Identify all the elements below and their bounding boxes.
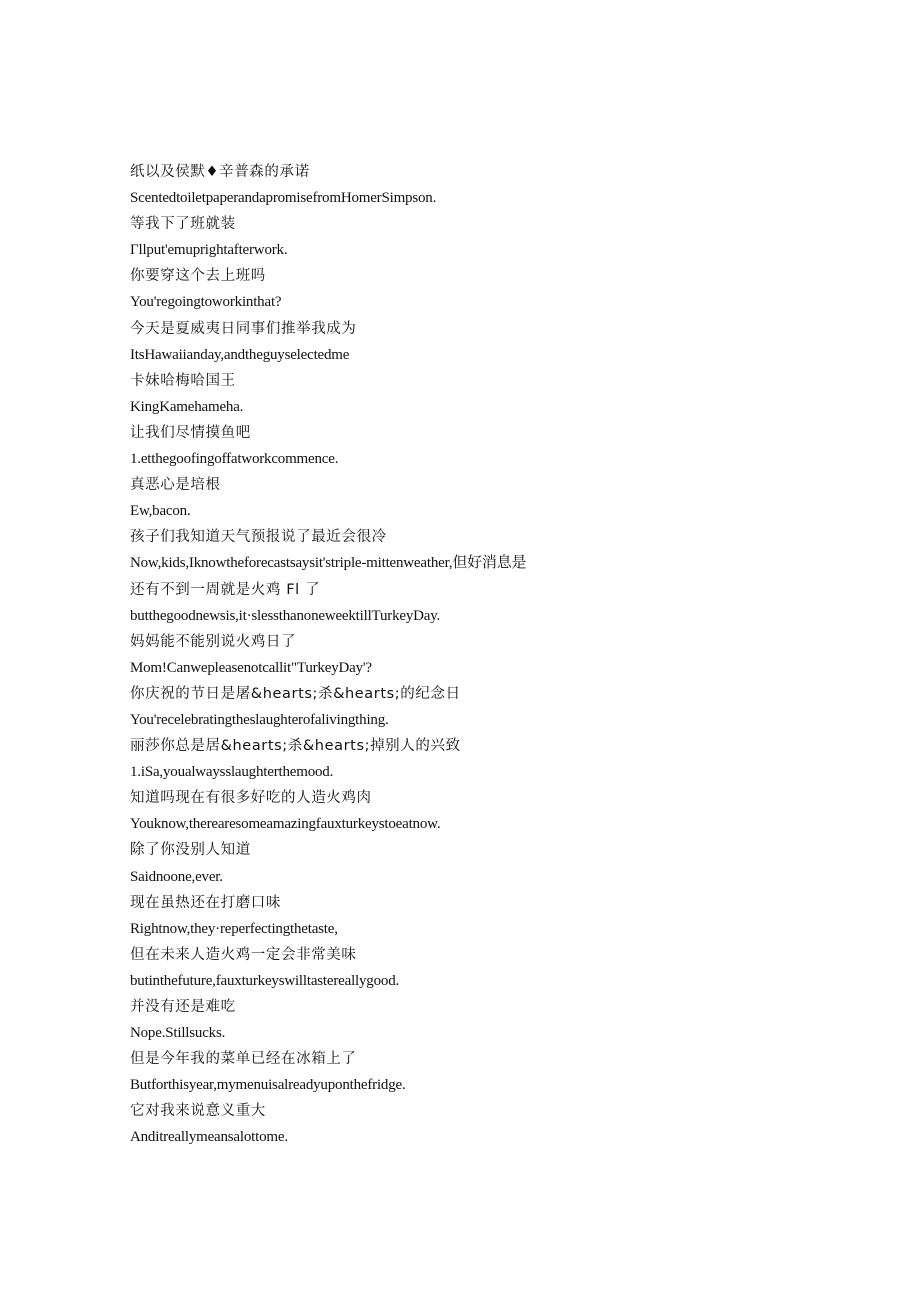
subtitle-line-chinese: 除了你没别人知道 xyxy=(130,842,251,859)
subtitle-line-english: Nope.Stillsucks. xyxy=(130,1025,226,1042)
subtitle-line-chinese: 它对我来说意义重大 xyxy=(130,1103,266,1120)
subtitle-line-english: butthegoodnewsis,it·slessthanoneweektillTurkeyDay. xyxy=(130,607,441,624)
subtitle-line-chinese: 真恶心是培根 xyxy=(130,477,221,494)
subtitle-line-chinese: 现在虽热还在打磨口味 xyxy=(130,894,281,911)
subtitle-line-english: Ew,bacon. xyxy=(130,503,191,520)
subtitle-line-english: You'recelebratingtheslaughterofalivingthing. xyxy=(130,711,389,728)
subtitle-line-english: Mom!Canwepleasenotcallit"TurkeyDay'? xyxy=(130,659,372,676)
subtitle-line-chinese: 让我们尽情摸鱼吧 xyxy=(130,424,251,441)
subtitle-line-chinese: 卡妹哈梅哈国王 xyxy=(130,372,236,389)
subtitle-line-chinese: 孩子们我知道天气预报说了最近会很冷 xyxy=(130,529,387,546)
subtitle-line-english: You'regoingtoworkinthat? xyxy=(130,294,282,311)
subtitle-line-english: Rightnow,they·reperfectingthetaste, xyxy=(130,920,338,937)
subtitle-line-chinese: 等我下了班就装 xyxy=(130,216,236,233)
subtitle-line-chinese: 你庆祝的节日是屠&hearts;杀&hearts;的纪念日 xyxy=(130,685,461,702)
subtitle-line-chinese: 丽莎你总是居&hearts;杀&hearts;掉别人的兴致 xyxy=(130,738,461,755)
subtitle-line-english: butinthefuture,fauxturkeyswilltastereallygood. xyxy=(130,972,400,989)
subtitle-line-english: ItsHawaiianday,andtheguyselectedme xyxy=(130,346,350,363)
subtitle-line-english: Γllput'emuprightafterwork. xyxy=(130,242,288,259)
subtitle-line-english: Youknow,therearesomeamazingfauxturkeystoeatnow. xyxy=(130,816,441,833)
subtitle-line-english: Butforthisyear,mymenuisalreadyuponthefridge. xyxy=(130,1077,406,1094)
subtitle-line-chinese: 但在未来人造火鸡一定会非常美味 xyxy=(130,946,357,963)
subtitle-line-chinese: 知道吗现在有很多好吃的人造火鸡肉 xyxy=(130,790,372,807)
subtitle-line-english: KingKamehameha. xyxy=(130,398,244,415)
subtitle-line-chinese: 并没有还是难吃 xyxy=(130,999,236,1015)
subtitle-line-chinese: 纸以及侯默♦辛普森的承诺 xyxy=(130,164,310,180)
subtitle-line-chinese: 妈妈能不能别说火鸡日了 xyxy=(130,633,297,650)
subtitle-line-english: 1.etthegoofingoffatworkcommence. xyxy=(130,451,339,468)
subtitle-line-chinese: 还有不到一周就是火鸡 Fl 了 xyxy=(130,581,321,598)
subtitle-line-english: Now,kids,Iknowtheforecastsaysit'striple-mittenweather,但好消息是 xyxy=(130,555,527,572)
subtitle-line-chinese: 但是今年我的菜单已经在冰箱上了 xyxy=(130,1051,357,1068)
subtitle-line-english: ScentedtoiletpaperandapromisefromHomerSimpson. xyxy=(130,190,437,207)
subtitle-line-english: Anditreallymeansalottome. xyxy=(130,1129,288,1146)
subtitle-line-english: Saidnoone,ever. xyxy=(130,868,223,885)
subtitle-transcript xyxy=(130,159,830,1151)
subtitle-line-chinese: 今天是夏威夷日同事们推举我成为 xyxy=(130,320,357,337)
subtitle-line-chinese: 你要穿这个去上班吗 xyxy=(130,268,266,285)
subtitle-line-english: 1.iSa,youalwaysslaughterthemood. xyxy=(130,764,334,781)
